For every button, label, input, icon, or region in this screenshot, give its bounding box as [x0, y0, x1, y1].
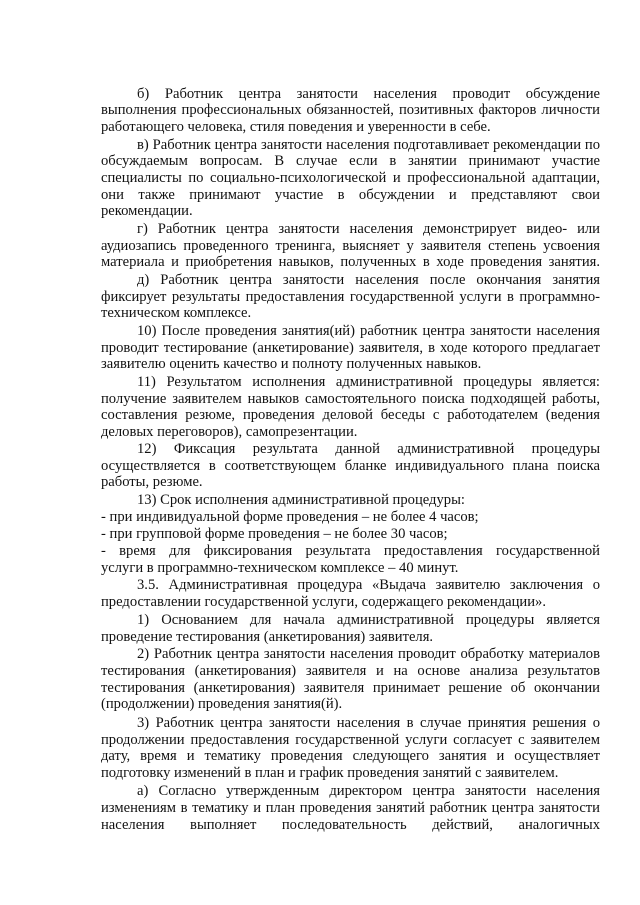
text-line: (продолжении) проведения занятия(й). — [101, 696, 343, 712]
text-line: 10) После проведения занятия(ий) работник центра занятости населения — [137, 323, 600, 339]
text-line: 11) Результатом исполнения административной процедуры является: — [137, 374, 600, 390]
text-line: осуществляется в соответствующем бланке индивидуального плана поиска — [101, 458, 600, 474]
text-line: 3.5. Административная процедура «Выдача заявителю заключения о — [137, 577, 600, 593]
text-line: б) Работник центра занятости населения проводит обсуждение — [137, 86, 600, 102]
text-line: работающего человека, стиля поведения и уверенности в себе. — [101, 119, 491, 135]
text-line: работы, резюме. — [101, 474, 203, 490]
text-line: подготовку изменений в план и график проведения занятий с заявителем. — [101, 765, 559, 781]
text-line: техническом комплексе. — [101, 305, 252, 321]
text-line: услуги в программно-техническом комплексе – 40 минут. — [101, 560, 459, 576]
text-line: 13) Срок исполнения административной процедуры: — [137, 492, 465, 508]
text-line: - при групповой форме проведения – не более 30 часов; — [101, 526, 448, 542]
text-line: рекомендации. — [101, 203, 193, 219]
text-line: проведение тестирования (анкетирования) заявителя. — [101, 629, 434, 645]
text-line: 12) Фиксация результата данной административной процедуры — [137, 441, 600, 457]
text-line: материала и приобретения навыков, полученных в ходе проведения занятия. — [101, 254, 600, 270]
text-line: специалисты по социально-психологической и профессиональной адаптации, — [101, 170, 600, 186]
text-line: 2) Работник центра занятости населения проводит обработку материалов — [137, 646, 600, 662]
text-line: заявителю оценить качество и полноту полученных навыков. — [101, 356, 482, 372]
text-line: - время для фиксирования результата предоставления государственной — [101, 543, 600, 559]
text-line: выполнения профессиональных обязанностей, позитивных факторов личности — [101, 102, 600, 118]
text-line: проводит тестирование (анкетирование) заявителя, в ходе которого предлагает — [101, 340, 600, 356]
text-line: а) Согласно утвержденным директором центра занятости населения — [137, 783, 600, 799]
text-line: в) Работник центра занятости населения подготавливает рекомендации по — [137, 137, 600, 153]
text-line: тестирования (анкетирования) заявителя и на основе анализа результатов — [101, 663, 600, 679]
text-line: предоставлении государственной услуги, содержащего рекомендации». — [101, 594, 546, 610]
text-line: составления резюме, проведения деловой беседы с работодателем (ведения — [101, 407, 600, 423]
text-line: обсуждаемым вопросам. В случае если в занятии принимают участие — [101, 153, 600, 169]
text-line: дату, время и тематику проведения следующего занятия и осуществляет — [101, 748, 600, 764]
text-line: 3) Работник центра занятости населения в случае принятия решения о — [137, 715, 600, 731]
text-line: аудиозапись проведенного тренинга, выясняет у заявителя степень усвоения — [101, 238, 600, 254]
text-line: г) Работник центра занятости населения демонстрирует видео- или — [137, 221, 600, 237]
text-line: фиксирует результаты предоставления государственной услуги в программно- — [101, 289, 600, 305]
text-line: деловых переговоров), самопрезентации. — [101, 424, 358, 440]
text-line: получение заявителем навыков самостоятельного поиска подходящей работы, — [101, 391, 600, 407]
text-line: продолжении предоставления государственной услуги согласует с заявителем — [101, 732, 600, 748]
text-line: 1) Основанием для начала административной процедуры является — [137, 612, 600, 628]
text-line: изменениям в тематику и план проведения занятий работник центра занятости — [101, 800, 600, 816]
text-line: они также принимают участие в обсуждении и представляют свои — [101, 187, 600, 203]
text-line: тестирования (анкетирования) заявителя принимает решение об окончании — [101, 680, 600, 696]
text-line: - при индивидуальной форме проведения – не более 4 часов; — [101, 509, 479, 525]
text-line: д) Работник центра занятости населения после окончания занятия — [137, 272, 600, 288]
text-line: населения выполняет последовательность действий, аналогичных — [101, 817, 600, 833]
